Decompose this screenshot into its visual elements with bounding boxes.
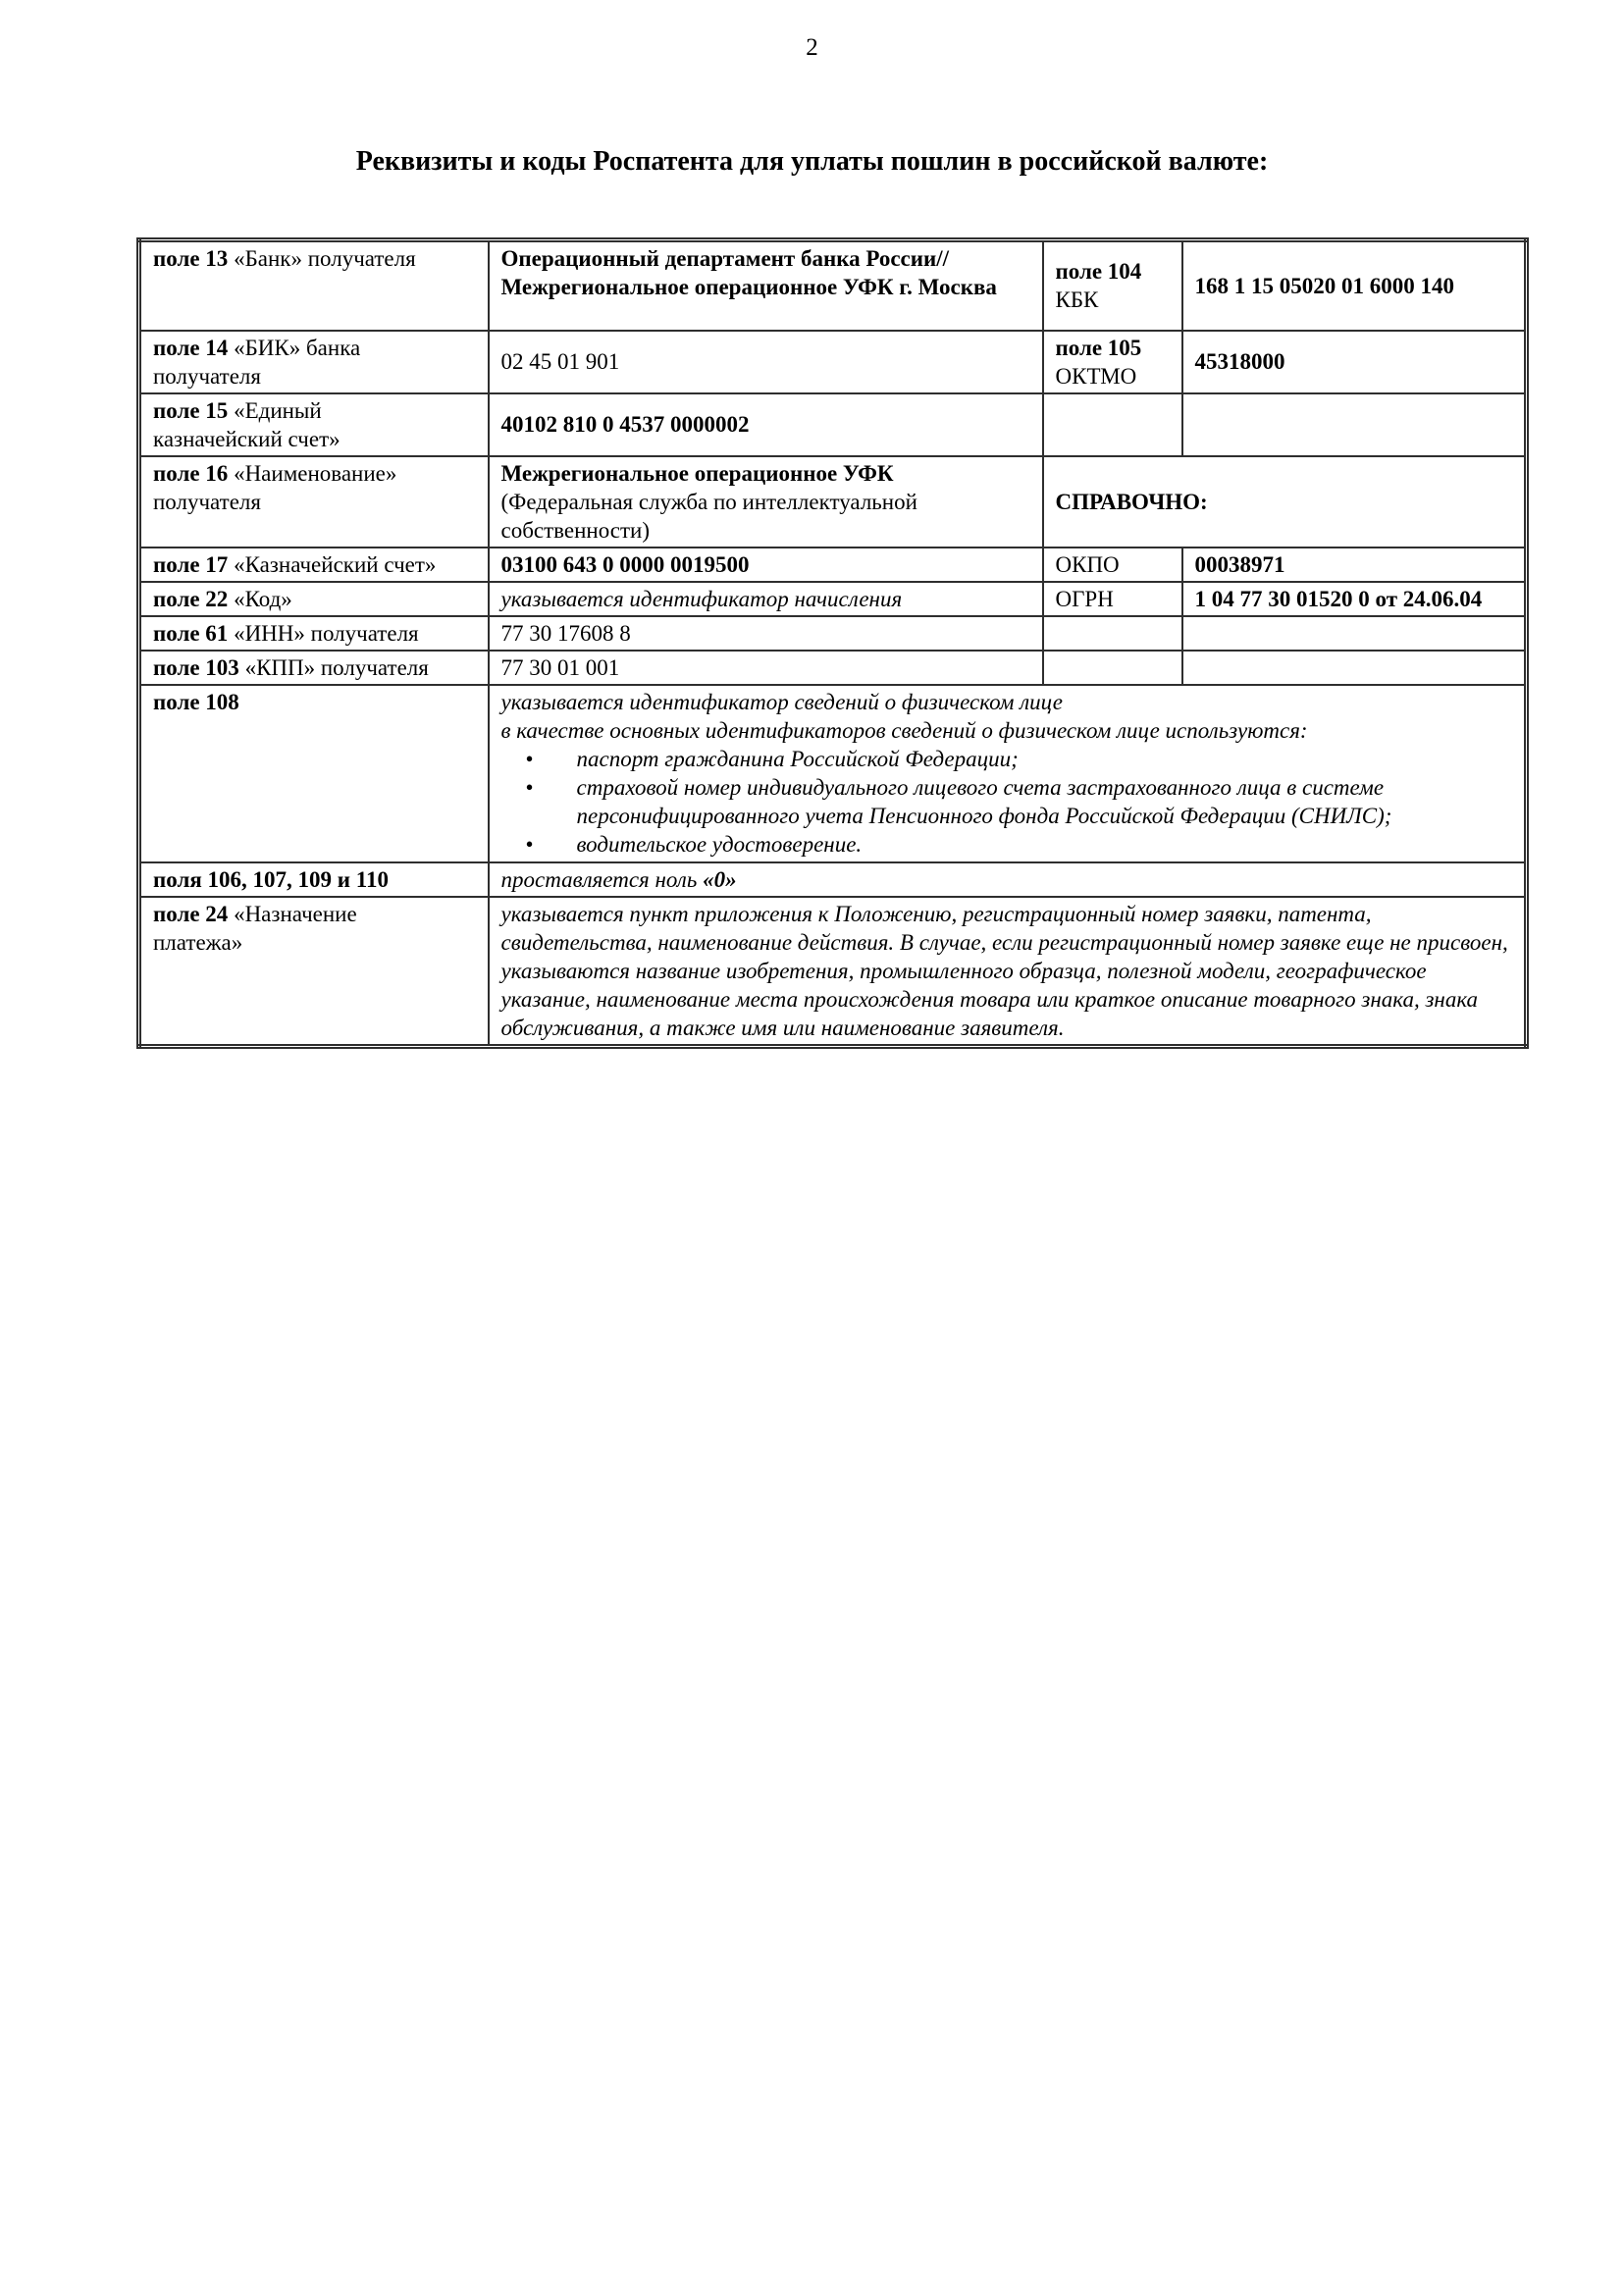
list-item [501, 745, 1515, 773]
field-16-value-main: Межрегиональное операционное УФК [500, 460, 894, 486]
table-row-field-16 [139, 456, 1527, 548]
field-61-label-number: поле 61 [153, 620, 229, 646]
field-14-label-text-line2: получателя [153, 363, 261, 389]
page-title: Реквизиты и коды Роспатента для уплаты пошлин в российской валюте: [355, 146, 1269, 177]
field-103-value-cell: 77 30 01 001 [489, 651, 1043, 685]
field-105-value-cell: 45318000 [1182, 331, 1527, 393]
field-13-label-number: поле 13 [153, 246, 229, 271]
empty-cell [1182, 651, 1527, 685]
ogrn-value-cell: 1 04 77 30 01520 0 от 24.06.04 [1182, 582, 1527, 616]
fields-106-110-value-zero: «0» [703, 866, 737, 892]
field-24-label-cell [139, 897, 489, 1047]
table-row-field-15 [139, 393, 1527, 456]
field-103-label-number: поле 103 [153, 654, 239, 680]
fields-106-110-value-text: проставляется ноль [500, 866, 704, 892]
field-17-value-cell: 03100 643 0 0000 0019500 [489, 548, 1043, 582]
okpo-value-cell: 00038971 [1182, 548, 1527, 582]
payment-details-table-wrapper [136, 237, 1624, 1049]
field-108-intro-line2: в качестве основных идентификаторов сведений о физическом лице используются: [500, 717, 1308, 743]
field-24-label-text: «Назначение [228, 901, 357, 926]
field-104-value-cell: 168 1 15 05020 01 6000 140 [1182, 240, 1527, 331]
field-24-label-number: поле 24 [153, 901, 229, 926]
fields-106-110-label-cell [139, 862, 489, 897]
list-item [501, 773, 1515, 830]
field-13-label-text: «Банк» получателя [228, 246, 416, 271]
field-13-value-cell: Операционный департамент банка России//Межрегиональное операционное УФК г. Москва [489, 240, 1043, 331]
field-16-label-number: поле 16 [153, 460, 229, 486]
field-108-label-cell [139, 685, 489, 862]
field-14-label-number: поле 14 [153, 335, 229, 360]
field-17-label-number: поле 17 [153, 551, 229, 577]
field-22-label-text: «Код» [228, 586, 292, 611]
list-item [501, 830, 1515, 859]
empty-cell [1043, 393, 1182, 456]
table-row-field-14 [139, 331, 1527, 393]
field-17-label-cell [139, 548, 489, 582]
bullet-icon: • [525, 774, 534, 800]
field-108-bullet-2: страховой номер индивидуального лицевого счета застрахованного лица в системе персонифицированного учета Пенсионного фонда Российской Федерации (СНИЛС); [576, 774, 1392, 828]
field-104-label-number: поле 104 [1055, 259, 1142, 285]
field-103-label-cell [139, 651, 489, 685]
field-24-value-cell: указывается пункт приложения к Положению, регистрационный номер заявки, патента, свидетельства, наименование действия. В случае, если регистрационный номер заявке еще не присвоен, указываются название изобретения, промышленного образца, полезной модели, географическое указание, наименование места происхождения товара или краткое описание товарного знака, знака обслуживания, а также имя или наименование заявителя. [489, 897, 1527, 1047]
field-108-value-cell [489, 685, 1527, 862]
empty-cell [1043, 651, 1182, 685]
field-16-label-cell [139, 456, 489, 548]
payment-details-table [136, 237, 1529, 1049]
field-15-label-text: «Единый [228, 397, 322, 423]
table-row-field-61 [139, 616, 1527, 651]
field-15-label-cell [139, 393, 489, 456]
empty-cell [1043, 616, 1182, 651]
table-row-field-24 [139, 897, 1527, 1047]
table-row-field-108 [139, 685, 1527, 862]
field-61-label-text: «ИНН» получателя [228, 620, 419, 646]
field-15-label-text-line2: казначейский счет» [153, 426, 341, 451]
field-17-label-text: «Казначейский счет» [228, 551, 437, 577]
field-104-label-cell [1043, 240, 1182, 331]
field-14-label-text: «БИК» банка [228, 335, 361, 360]
field-22-value-cell: указывается идентификатор начисления [489, 582, 1043, 616]
field-14-label-cell [139, 331, 489, 393]
field-105-label-cell [1043, 331, 1182, 393]
field-15-label-number: поле 15 [153, 397, 229, 423]
reference-header-cell: СПРАВОЧНО: [1043, 456, 1527, 548]
bullet-icon: • [525, 831, 534, 857]
field-13-label-cell [139, 240, 489, 331]
table-row-fields-106-107-109-110 [139, 862, 1527, 897]
field-103-label-text: «КПП» получателя [238, 654, 429, 680]
field-105-label-text: ОКТМО [1055, 363, 1137, 389]
field-16-label-text-line2: получателя [153, 489, 261, 514]
bullet-icon: • [525, 746, 534, 771]
field-61-label-cell [139, 616, 489, 651]
field-108-label-number: поле 108 [153, 689, 239, 714]
field-15-value-cell: 40102 810 0 4537 0000002 [489, 393, 1043, 456]
field-24-label-text-line2: платежа» [153, 929, 243, 955]
fields-106-110-label-number: поля 106, 107, 109 и 110 [153, 866, 390, 892]
field-61-value-cell: 77 30 17608 8 [489, 616, 1043, 651]
field-16-label-text: «Наименование» [228, 460, 397, 486]
fields-106-110-value-cell [489, 862, 1527, 897]
field-105-label-number: поле 105 [1055, 335, 1142, 360]
field-104-label-text: КБК [1055, 287, 1099, 313]
ogrn-label-cell: ОГРН [1043, 582, 1182, 616]
okpo-label-cell: ОКПО [1043, 548, 1182, 582]
field-14-value-cell: 02 45 01 901 [489, 331, 1043, 393]
empty-cell [1182, 616, 1527, 651]
field-108-intro-line1: указывается идентификатор сведений о физическом лице [500, 689, 1063, 714]
field-108-bullet-1: паспорт гражданина Российской Федерации; [576, 746, 1019, 771]
table-row-field-22 [139, 582, 1527, 616]
table-row-field-103 [139, 651, 1527, 685]
table-row-field-17 [139, 548, 1527, 582]
field-22-label-cell [139, 582, 489, 616]
field-22-label-number: поле 22 [153, 586, 229, 611]
table-row-field-13 [139, 240, 1527, 331]
field-108-bullet-3: водительское удостоверение. [576, 831, 863, 857]
field-16-value-note: (Федеральная служба по интеллектуальной собственности) [500, 489, 917, 543]
field-16-value-cell [489, 456, 1043, 548]
page-number: 2 [806, 34, 818, 61]
empty-cell [1182, 393, 1527, 456]
